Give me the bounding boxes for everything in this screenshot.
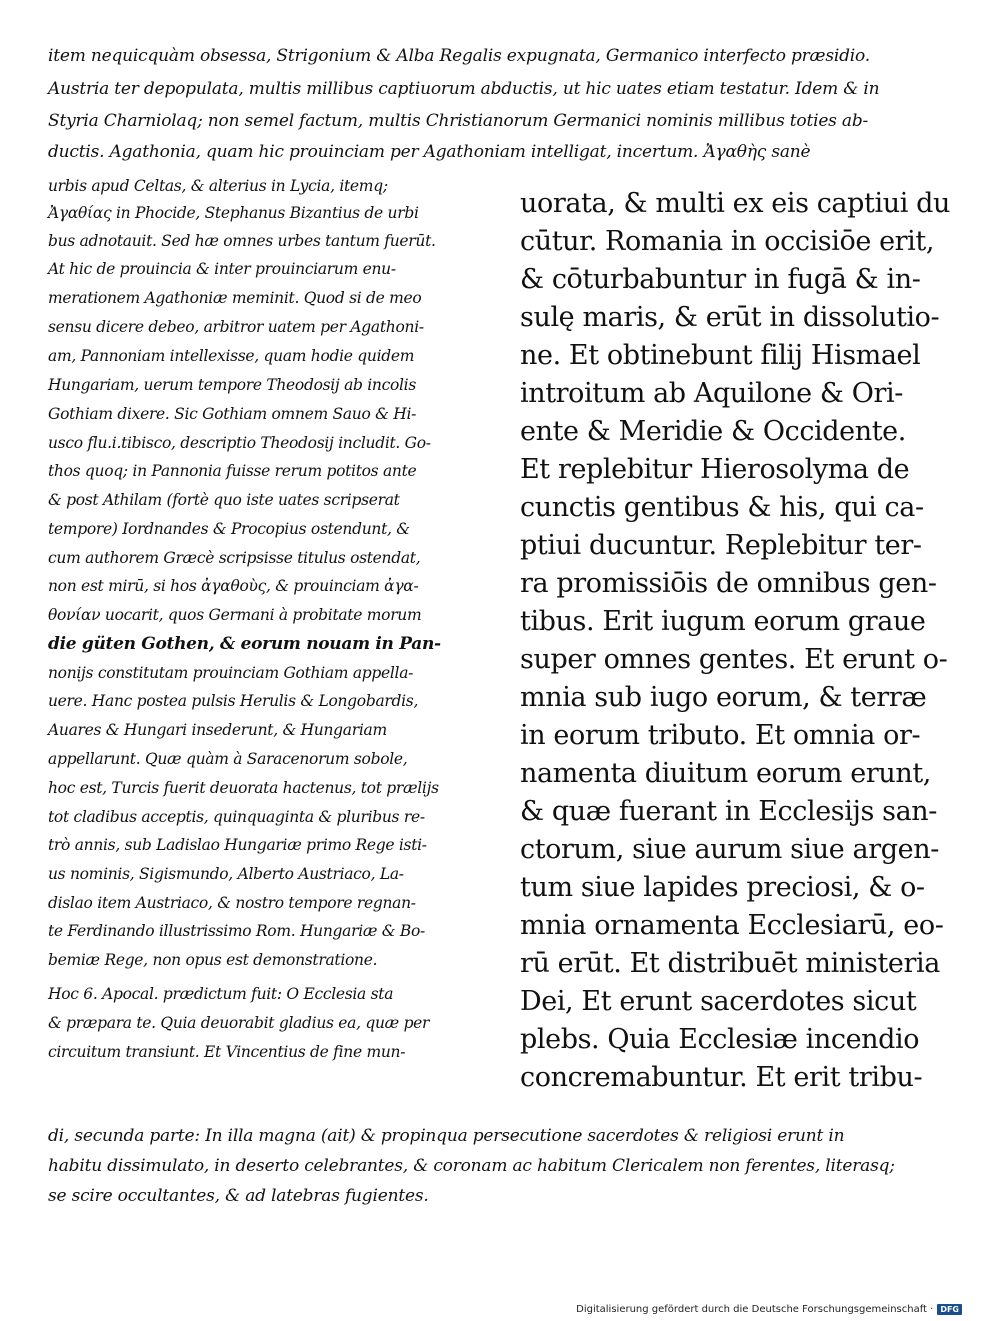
left-column-line: die güten Gothen, & eorum nouam in Pan- — [48, 634, 441, 654]
left-column-line: te Ferdinando illustrissimo Rom. Hungariæ & Bo- — [48, 922, 425, 940]
right-column-line: in eorum tributo. Et omnia or- — [520, 720, 921, 751]
dfg-logo: DFG — [937, 1304, 962, 1315]
left-column-line: uere. Hanc postea pulsis Herulis & Longobardis, — [48, 692, 419, 710]
left-column-line: hoc est, Turcis fuerit deuorata hactenus, tot prælijs — [48, 779, 439, 797]
right-column-line: & quæ fuerant in Ecclesijs san- — [520, 796, 937, 827]
left-column-line: non est mirū, si hos ἀγαθοὺς, & prouinciam ἀγα- — [48, 577, 419, 595]
right-column-line: ctorum, siue aurum siue argen- — [520, 834, 939, 865]
right-column-line: sulę maris, & erūt in dissolutio- — [520, 302, 940, 333]
left-column-line: Ἀγαθίας in Phocide, Stephanus Bizantius de urbi — [48, 204, 419, 222]
left-column-line: θονίαν uocarit, quos Germani à probitate morum — [48, 606, 422, 624]
right-column-line: concremabuntur. Et erit tribu- — [520, 1062, 923, 1093]
left-column-line: tempore) Iordnandes & Procopius ostendunt, & — [48, 520, 410, 538]
left-column-line: circuitum transiunt. Et Vincentius de fine mun- — [48, 1043, 406, 1061]
right-column-line: ente & Meridie & Occidente. — [520, 416, 906, 447]
right-column-line: namenta diuitum eorum erunt, — [520, 758, 931, 789]
left-column-line: & post Athilam (fortè quo iste uates scripserat — [48, 491, 400, 509]
left-column-line: us nominis, Sigismundo, Alberto Austriaco, La- — [48, 865, 404, 883]
left-column-line: trò annis, sub Ladislao Hungariæ primo Rege isti- — [48, 836, 427, 854]
left-column-line: Gothiam dixere. Sic Gothiam omnem Sauo & Hi- — [48, 405, 417, 423]
left-column-line: usco flu.i.tibisco, descriptio Theodosij includit. Go- — [48, 434, 431, 452]
left-column-line: cum authorem Græcè scripsisse titulus ostendat, — [48, 549, 421, 567]
right-column-line: Et replebitur Hierosolyma de — [520, 454, 910, 485]
right-column-line: ra promissiōis de omnibus gen- — [520, 568, 937, 599]
right-column-line: introitum ab Aquilone & Ori- — [520, 378, 903, 409]
right-column-line: tibus. Erit iugum eorum graue — [520, 606, 926, 637]
top-text-line: ductis. Agathonia, quam hic prouinciam per Agathoniam intelligat, incertum. Ἀγαθὴς sanè — [48, 142, 811, 162]
top-text-line: item nequicquàm obsessa, Strigonium & Alba Regalis expugnata, Germanico interfecto præsidio. — [48, 46, 870, 66]
right-column-line: mnia sub iugo eorum, & terræ — [520, 682, 927, 713]
left-column-line: At hic de prouincia & inter prouinciarum enu- — [48, 260, 396, 278]
left-column-line: & præpara te. Quia deuorabit gladius ea, quæ per — [48, 1014, 430, 1032]
footer-text: Digitalisierung gefördert durch die Deutsche Forschungsgemeinschaft · — [576, 1304, 934, 1315]
right-column-line: Dei, Et erunt sacerdotes sicut — [520, 986, 917, 1017]
right-column-line: ptiui ducuntur. Replebitur ter- — [520, 530, 922, 561]
right-column-line: tum siue lapides preciosi, & o- — [520, 872, 925, 903]
right-column-line: cūtur. Romania in occisiōe erit, — [520, 226, 935, 257]
left-column-line: nonijs constitutam prouinciam Gothiam appella- — [48, 664, 414, 682]
right-column-line: mnia ornamenta Ecclesiarū, eo- — [520, 910, 944, 941]
left-column-line: appellarunt. Quæ quàm à Saracenorum sobole, — [48, 750, 408, 768]
right-column-line: plebs. Quia Ecclesiæ incendio — [520, 1024, 920, 1055]
left-column-line: sensu dicere debeo, arbitror uatem per Agathoni- — [48, 318, 424, 336]
left-column-line: Hoc 6. Apocal. prædictum fuit: O Ecclesia sta — [48, 985, 394, 1003]
top-text-line: Styria Charniolaq; non semel factum, multis Christianorum Germanici nominis millibus toties ab- — [48, 111, 869, 131]
right-column-line: uorata, & multi ex eis captiui du — [520, 188, 950, 219]
left-column-line: thos quoq; in Pannonia fuisse rerum potitos ante — [48, 462, 417, 480]
top-text-line: Austria ter depopulata, multis millibus captiuorum abductis, ut hic uates etiam testatur. Idem & in — [48, 79, 880, 99]
left-column-line: bemiæ Rege, non opus est demonstratione. — [48, 951, 378, 969]
bottom-text-line: di, secunda parte: In illa magna (ait) & propinqua persecutione sacerdotes & religiosi erunt in — [48, 1126, 845, 1146]
bottom-text-line: se scire occultantes, & ad latebras fugientes. — [48, 1186, 429, 1206]
left-column-line: tot cladibus acceptis, quinquaginta & pluribus re- — [48, 808, 425, 826]
left-column-line: Auares & Hungari insederunt, & Hungariam — [48, 721, 387, 739]
digitization-credit — [576, 1304, 962, 1315]
right-column-line: cunctis gentibus & his, qui ca- — [520, 492, 924, 523]
left-column-line: dislao item Austriaco, & nostro tempore regnan- — [48, 894, 416, 912]
bottom-text-line: habitu dissimulato, in deserto celebrantes, & coronam ac habitum Clericalem non ferentes, literasq; — [48, 1156, 895, 1176]
left-column-line: merationem Agathoniæ meminit. Quod si de meo — [48, 289, 422, 307]
right-column-line: rū erūt. Et distribuēt ministeria — [520, 948, 940, 979]
right-column-line: & cōturbabuntur in fugā & in- — [520, 264, 921, 295]
left-column-line: am, Pannoniam intellexisse, quam hodie quidem — [48, 347, 415, 365]
left-column-line: urbis apud Celtas, & alterius in Lycia, itemq; — [48, 177, 388, 195]
left-column-line: bus adnotauit. Sed hæ omnes urbes tantum fuerūt. — [48, 232, 436, 250]
left-column-line: Hungariam, uerum tempore Theodosij ab incolis — [48, 376, 416, 394]
right-column-line: ne. Et obtinebunt filij Hismael — [520, 340, 921, 371]
right-column-line: super omnes gentes. Et erunt o- — [520, 644, 948, 675]
